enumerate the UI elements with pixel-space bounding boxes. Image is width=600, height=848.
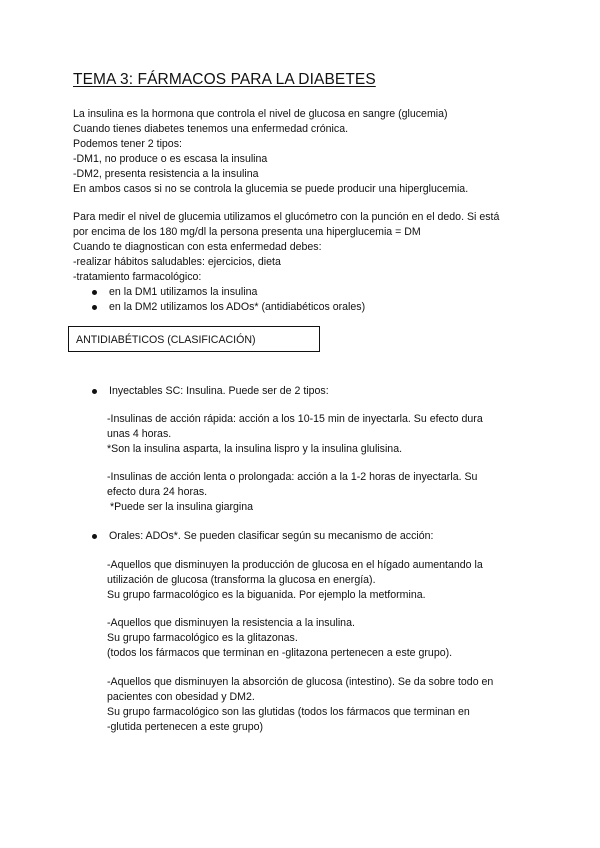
body-line: *Puede ser la insulina giargina	[107, 501, 254, 513]
list-item: Inyectables SC: Insulina. Puede ser de 2 tipos:	[109, 385, 329, 397]
list-item: en la DM1 utilizamos la insulina	[109, 286, 258, 298]
bullet-icon	[92, 389, 97, 394]
bullet-icon	[92, 290, 97, 295]
body-line: -Aquellos que disminuyen la absorción de glucosa (intestino). Se da sobre todo en	[107, 676, 494, 688]
body-line: Su grupo farmacológico es la biguanida. Por ejemplo la metformina.	[107, 589, 426, 601]
para-line: Para medir el nivel de glucemia utilizamos el glucómetro con la punción en el dedo. Si está	[73, 211, 500, 223]
intro-line: En ambos casos si no se controla la glucemia se puede producir una hiperglucemia.	[73, 183, 469, 195]
body-line: (todos los fármacos que terminan en -glitazona pertenecen a este grupo).	[107, 647, 453, 659]
body-line: unas 4 horas.	[107, 428, 172, 440]
body-line: -Aquellos que disminuyen la resistencia a la insulina.	[107, 617, 355, 629]
bullet-icon	[92, 534, 97, 539]
body-line: -Aquellos que disminuyen la producción de glucosa en el hígado aumentando la	[107, 559, 483, 571]
intro-line: Cuando tienes diabetes tenemos una enfermedad crónica.	[73, 123, 349, 135]
para-line: -realizar hábitos saludables: ejercicios, dieta	[73, 256, 281, 268]
para-line: -tratamiento farmacológico:	[73, 271, 202, 283]
body-line: efecto dura 24 horas.	[107, 486, 208, 498]
para-line: Cuando te diagnostican con esta enfermedad debes:	[73, 241, 322, 253]
intro-line: -DM2, presenta resistencia a la insulina	[73, 168, 259, 180]
body-line: *Son la insulina asparta, la insulina lispro y la insulina glulisina.	[107, 443, 403, 455]
body-line: utilización de glucosa (transforma la glucosa en energía).	[107, 574, 376, 586]
page-title: TEMA 3: FÁRMACOS PARA LA DIABETES	[73, 71, 376, 88]
section-heading: ANTIDIABÉTICOS (CLASIFICACIÓN)	[76, 334, 256, 346]
body-line: -Insulinas de acción rápida: acción a los 10-15 min de inyectarla. Su efecto dura	[107, 413, 483, 425]
body-line: -glutida pertenecen a este grupo)	[107, 721, 264, 733]
intro-line: Podemos tener 2 tipos:	[73, 138, 182, 150]
para-line: por encima de los 180 mg/dl la persona presenta una hiperglucemia = DM	[73, 226, 421, 238]
bullet-icon	[92, 305, 97, 310]
body-line: Su grupo farmacológico es la glitazonas.	[107, 632, 298, 644]
intro-line: -DM1, no produce o es escasa la insulina	[73, 153, 268, 165]
intro-line: La insulina es la hormona que controla el nivel de glucosa en sangre (glucemia)	[73, 108, 448, 120]
body-line: pacientes con obesidad y DM2.	[107, 691, 255, 703]
body-line: Su grupo farmacológico son las glutidas (todos los fármacos que terminan en	[107, 706, 470, 718]
list-item: en la DM2 utilizamos los ADOs* (antidiabéticos orales)	[109, 301, 366, 313]
body-line: -Insulinas de acción lenta o prolongada: acción a la 1-2 horas de inyectarla. Su	[107, 471, 478, 483]
section-heading-box	[68, 326, 320, 352]
list-item: Orales: ADOs*. Se pueden clasificar según su mecanismo de acción:	[109, 530, 434, 542]
